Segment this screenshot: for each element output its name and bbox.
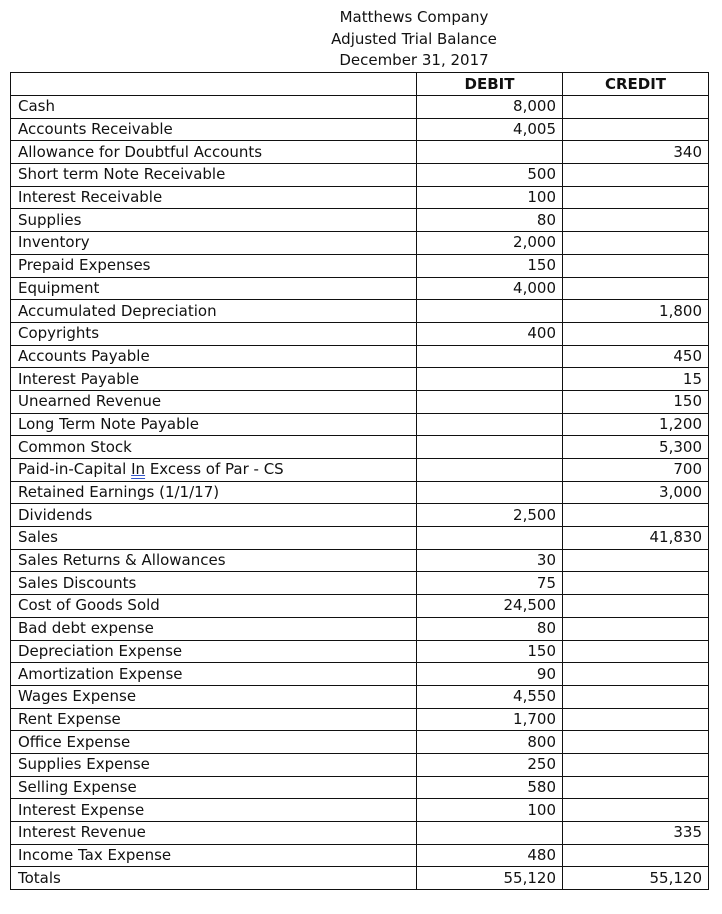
table-row [11, 595, 709, 618]
table-row [11, 118, 709, 141]
table-row [11, 685, 709, 708]
credit-cell: 15 [563, 368, 709, 391]
credit-cell [563, 96, 709, 119]
debit-cell [417, 368, 563, 391]
header-row [11, 73, 709, 96]
table-row [11, 164, 709, 187]
credit-cell [563, 776, 709, 799]
debit-cell [417, 481, 563, 504]
table-row [11, 572, 709, 595]
account-cell: Accounts Payable [11, 345, 417, 368]
account-cell: Prepaid Expenses [11, 254, 417, 277]
debit-cell [417, 390, 563, 413]
account-cell: Sales Discounts [11, 572, 417, 595]
credit-cell [563, 209, 709, 232]
account-cell: Equipment [11, 277, 417, 300]
account-cell: Allowance for Doubtful Accounts [11, 141, 417, 164]
table-row [11, 300, 709, 323]
account-cell: Office Expense [11, 731, 417, 754]
debit-cell: 580 [417, 776, 563, 799]
table-row [11, 844, 709, 867]
credit-cell [563, 617, 709, 640]
debit-cell: 75 [417, 572, 563, 595]
table-row [11, 459, 709, 482]
credit-cell [563, 572, 709, 595]
credit-cell [563, 685, 709, 708]
debit-cell: 4,000 [417, 277, 563, 300]
company-name: Matthews Company [339, 8, 489, 26]
debit-cell [417, 300, 563, 323]
account-cell: Sales Returns & Allowances [11, 549, 417, 572]
credit-cell: 1,800 [563, 300, 709, 323]
credit-cell [563, 731, 709, 754]
debit-cell: 80 [417, 617, 563, 640]
table-row [11, 96, 709, 119]
debit-cell [417, 345, 563, 368]
credit-cell [563, 549, 709, 572]
table-row [11, 232, 709, 255]
account-cell: Dividends [11, 504, 417, 527]
debit-cell: 100 [417, 799, 563, 822]
credit-cell: 150 [563, 390, 709, 413]
table-row [11, 753, 709, 776]
account-cell: Accounts Receivable [11, 118, 417, 141]
account-cell: Accumulated Depreciation [11, 300, 417, 323]
debit-cell [417, 436, 563, 459]
debit-cell: 500 [417, 164, 563, 187]
credit-cell [563, 232, 709, 255]
debit-cell [417, 141, 563, 164]
debit-cell [417, 413, 563, 436]
account-cell: Cost of Goods Sold [11, 595, 417, 618]
trial-balance-table [10, 72, 709, 890]
table-row [11, 481, 709, 504]
account-cell: Interest Revenue [11, 822, 417, 845]
account-cell: Sales [11, 527, 417, 550]
debit-cell: 150 [417, 254, 563, 277]
account-cell: Long Term Note Payable [11, 413, 417, 436]
debit-cell: 150 [417, 640, 563, 663]
table-row [11, 254, 709, 277]
table-row [11, 368, 709, 391]
debit-cell: 90 [417, 663, 563, 686]
debit-cell [417, 822, 563, 845]
spellcheck-underline: In [131, 460, 146, 479]
debit-cell: 80 [417, 209, 563, 232]
account-cell: Interest Expense [11, 799, 417, 822]
debit-cell: 400 [417, 322, 563, 345]
account-cell: Short term Note Receivable [11, 164, 417, 187]
credit-cell [563, 186, 709, 209]
table-row [11, 640, 709, 663]
table-row [11, 322, 709, 345]
table-row [11, 867, 709, 890]
account-cell: Supplies Expense [11, 753, 417, 776]
table-row [11, 141, 709, 164]
credit-cell: 3,000 [563, 481, 709, 504]
table-row [11, 436, 709, 459]
credit-cell [563, 277, 709, 300]
account-cell: Wages Expense [11, 685, 417, 708]
account-column-header [11, 73, 417, 96]
report-title: Adjusted Trial Balance [331, 30, 497, 48]
table-row [11, 209, 709, 232]
debit-cell: 2,500 [417, 504, 563, 527]
credit-cell: 700 [563, 459, 709, 482]
table-row [11, 277, 709, 300]
table-row [11, 708, 709, 731]
account-cell: Amortization Expense [11, 663, 417, 686]
table-row [11, 504, 709, 527]
table-row [11, 549, 709, 572]
debit-cell: 480 [417, 844, 563, 867]
account-cell: Interest Receivable [11, 186, 417, 209]
account-cell: Depreciation Expense [11, 640, 417, 663]
account-cell: Unearned Revenue [11, 390, 417, 413]
account-cell: Inventory [11, 232, 417, 255]
table-row [11, 822, 709, 845]
table-row [11, 413, 709, 436]
account-cell: Income Tax Expense [11, 844, 417, 867]
table-row [11, 186, 709, 209]
credit-cell [563, 640, 709, 663]
credit-cell [563, 254, 709, 277]
credit-cell: 1,200 [563, 413, 709, 436]
debit-cell: 8,000 [417, 96, 563, 119]
credit-cell [563, 504, 709, 527]
report-date: December 31, 2017 [339, 51, 489, 69]
debit-cell: 2,000 [417, 232, 563, 255]
table-row [11, 799, 709, 822]
debit-cell: 250 [417, 753, 563, 776]
debit-cell: 30 [417, 549, 563, 572]
credit-cell: 340 [563, 141, 709, 164]
debit-cell: 4,005 [417, 118, 563, 141]
account-cell: Retained Earnings (1/1/17) [11, 481, 417, 504]
account-cell: Cash [11, 96, 417, 119]
credit-cell [563, 164, 709, 187]
credit-cell [563, 663, 709, 686]
table-row [11, 527, 709, 550]
account-cell: Common Stock [11, 436, 417, 459]
credit-cell [563, 844, 709, 867]
table-row [11, 617, 709, 640]
credit-cell: 335 [563, 822, 709, 845]
credit-cell: 450 [563, 345, 709, 368]
debit-cell: 800 [417, 731, 563, 754]
debit-cell: 1,700 [417, 708, 563, 731]
credit-cell: 5,300 [563, 436, 709, 459]
debit-cell [417, 527, 563, 550]
credit-cell: 41,830 [563, 527, 709, 550]
account-cell: Interest Payable [11, 368, 417, 391]
credit-cell [563, 753, 709, 776]
table-row [11, 345, 709, 368]
credit-cell [563, 322, 709, 345]
credit-cell [563, 118, 709, 141]
credit-cell [563, 799, 709, 822]
debit-cell: 4,550 [417, 685, 563, 708]
credit-cell: 55,120 [563, 867, 709, 890]
account-cell: Copyrights [11, 322, 417, 345]
debit-cell: 100 [417, 186, 563, 209]
account-cell: Supplies [11, 209, 417, 232]
account-cell: Rent Expense [11, 708, 417, 731]
table-row [11, 731, 709, 754]
table-row [11, 663, 709, 686]
credit-cell [563, 595, 709, 618]
credit-column-header: CREDIT [563, 73, 709, 96]
debit-cell [417, 459, 563, 482]
table-body [11, 96, 709, 890]
debit-cell: 24,500 [417, 595, 563, 618]
account-cell: Totals [11, 867, 417, 890]
debit-cell: 55,120 [417, 867, 563, 890]
credit-cell [563, 708, 709, 731]
account-cell: Bad debt expense [11, 617, 417, 640]
debit-column-header: DEBIT [417, 73, 563, 96]
account-cell: Paid-in-Capital In Excess of Par - CS [11, 459, 417, 482]
account-cell: Selling Expense [11, 776, 417, 799]
table-row [11, 390, 709, 413]
table-row [11, 776, 709, 799]
